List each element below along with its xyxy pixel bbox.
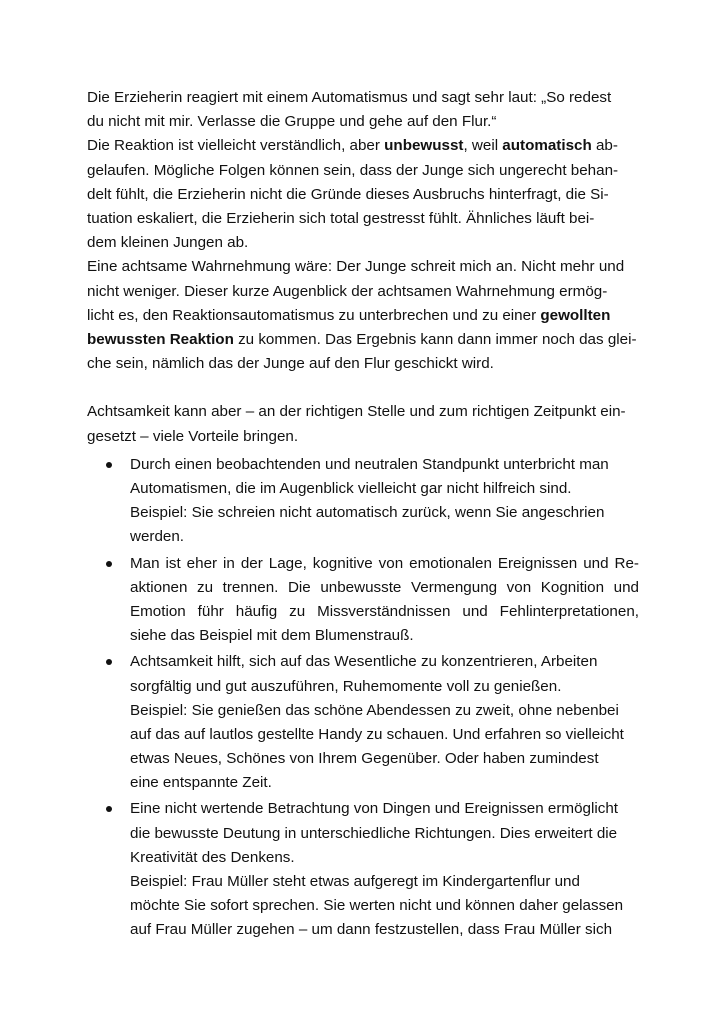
text-line: Beispiel: Frau Müller steht etwas aufgeregt im Kindergartenflur und [130, 873, 580, 890]
text-line: auf das auf lautlos gestellte Handy zu schauen. Und erfahren so vielleicht [130, 725, 624, 743]
text-line: Eine nicht wertende Betrachtung von Dingen und Ereignissen ermöglicht [130, 800, 618, 818]
bold-term-automatisch: automatisch [502, 137, 592, 155]
text-line: sorgfältig und gut auszuführen, Ruhemomente voll zu genießen. [130, 677, 562, 695]
document-page [87, 86, 639, 945]
paragraph-spacer [87, 376, 639, 400]
bullet-item [87, 650, 639, 795]
paragraph-1 [87, 86, 639, 376]
text-span: zu kommen. Das Ergebnis kann dann immer noch das glei- [233, 330, 637, 348]
text-line: etwas Neues, Schönes von Ihrem Gegenüber. Oder haben zumindest [130, 750, 599, 768]
bullet-item [87, 552, 639, 649]
text-line: siehe das Beispiel mit dem Blumenstrauß. [130, 627, 414, 645]
text-line: du nicht mit mir. Verlasse die Gruppe und gehe auf den Flur.“ [87, 113, 497, 131]
paragraph-2 [87, 400, 639, 448]
text-line [87, 304, 639, 328]
bold-term-bewusste-reaktion: bewussten Reaktion [87, 330, 234, 348]
text-line: Kreativität des Denkens. [130, 848, 295, 866]
text-line: che sein, nämlich das der Junge auf den Flur geschickt wird. [87, 355, 494, 373]
text-line: Die Erzieherin reagiert mit einem Automatismus und sagt sehr laut: „So redest [87, 89, 612, 106]
text-line: eine entspannte Zeit. [130, 774, 272, 792]
text-line: werden. [130, 528, 185, 546]
text-line: tuation eskaliert, die Erzieherin sich total gestresst fühlt. Ähnliches läuft bei- [87, 209, 595, 227]
text-line: möchte Sie sofort sprechen. Sie werten nicht und können daher gelassen [130, 897, 624, 915]
bullet-dot-icon [106, 462, 112, 468]
text-line: Man ist eher in der Lage, kognitive von emotionalen Ereignissen und Re- [130, 554, 639, 572]
text-span: Die Reaktion ist vielleicht verständlich, aber [87, 137, 385, 155]
bold-term-unbewusst: unbewusst [384, 137, 464, 155]
text-line [87, 328, 639, 352]
text-span: licht es, den Reaktionsautomatismus zu unterbrechen und zu einer [87, 306, 541, 324]
text-span: ab- [591, 137, 618, 155]
text-line: Emotion führ häufig zu Missverständnissen und Fehlinterpretationen, [130, 602, 639, 620]
text-line: Achtsamkeit hilft, sich auf das Wesentliche zu konzentrieren, Arbeiten [130, 653, 598, 671]
text-line: gelaufen. Mögliche Folgen können sein, dass der Junge sich ungerecht behan- [87, 161, 619, 179]
bullet-dot-icon [106, 659, 112, 665]
text-line: Automatismen, die im Augenblick vielleicht gar nicht hilfreich sind. [130, 480, 572, 497]
text-line: aktionen zu trennen. Die unbewusste Vermengung von Kognition und [130, 578, 639, 596]
bold-term-gewollten: gewollten [540, 306, 611, 324]
bullet-item [87, 797, 639, 942]
text-line: nicht weniger. Dieser kurze Augenblick der achtsamen Wahrnehmung ermög- [87, 282, 608, 300]
text-line: gesetzt – viele Vorteile bringen. [87, 427, 299, 445]
bullet-dot-icon [106, 806, 112, 812]
text-line: Durch einen beobachtenden und neutralen Standpunkt unterbricht man [130, 455, 609, 473]
text-span: , weil [463, 137, 503, 155]
bullet-dot-icon [106, 561, 112, 567]
text-line: Achtsamkeit kann aber – an der richtigen Stelle und zum richtigen Zeitpunkt ein- [87, 403, 626, 421]
text-line: dem kleinen Jungen ab. [87, 234, 249, 252]
text-line: auf Frau Müller zugehen – um dann festzustellen, dass Frau Müller sich [130, 921, 613, 939]
text-line: Beispiel: Sie schreien nicht automatisch zurück, wenn Sie angeschrien [130, 504, 605, 522]
bullet-item [87, 453, 639, 550]
text-line: delt fühlt, die Erzieherin nicht die Gründe dieses Ausbruchs hinterfragt, die Si- [87, 185, 609, 203]
text-line: Eine achtsame Wahrnehmung wäre: Der Junge schreit mich an. Nicht mehr und [87, 258, 625, 276]
bullet-list [87, 453, 639, 943]
text-line: die bewusste Deutung in unterschiedliche Richtungen. Dies erweitert die [130, 824, 618, 842]
text-line: Beispiel: Sie genießen das schöne Abendessen zu zweit, ohne nebenbei [130, 701, 619, 719]
text-line [87, 134, 639, 158]
